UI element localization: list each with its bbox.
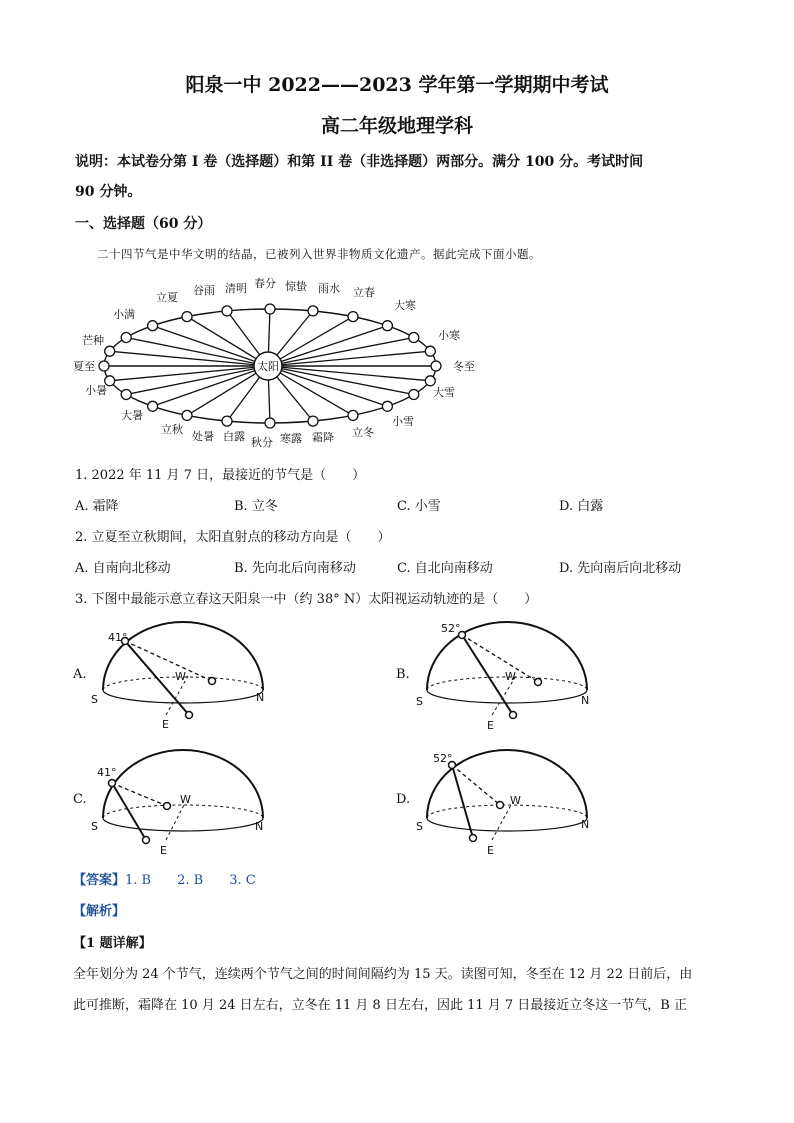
answer-text: 1. B 2. B 3. C — [125, 873, 256, 888]
term-dot — [265, 418, 275, 428]
fig-d-east: E — [487, 844, 494, 857]
detail-1-line2: 此可推断，霜降在 10 月 24 日左右，立冬在 11 月 8 日左右，因此 11 月 7 日最接近立冬这一节气，B 正 — [73, 998, 687, 1013]
question-1-option-b[interactable]: B. 立冬 — [234, 499, 278, 514]
fig-b-north: N — [581, 694, 590, 707]
term-dot — [409, 390, 419, 400]
term-label-bailu: 白露 — [223, 430, 245, 443]
term-dot — [222, 416, 232, 426]
question-1-option-a[interactable]: A. 霜降 — [75, 499, 119, 514]
page-title: 阳泉一中 2022——2023 学年第一学期期中考试 — [185, 74, 609, 96]
fig-d-west: W — [510, 794, 521, 807]
question-3-option-b[interactable]: B. — [396, 667, 410, 682]
exam-notice-line1: 说明：本试卷分第 I 卷（选择题）和第 II 卷（非选择题）两部分。满分 100 分。考试时间 — [75, 154, 644, 170]
term-label-shuangjiang: 霜降 — [312, 431, 334, 444]
fig-b-angle: 52° — [441, 622, 461, 635]
detail-1-line1: 全年划分为 24 个节气，连续两个节气之间的时间间隔约为 15 天。读图可知，冬至在 12 月 22 日前后，由 — [73, 967, 693, 982]
question-3-stem: 3. 下图中最能示意立春这天阳泉一中（约 38° N）太阳视运动轨迹的是（ ） — [75, 592, 538, 607]
solar-terms-diagram — [70, 270, 490, 455]
fig-a-east: E — [162, 718, 169, 731]
term-label-lixia: 立夏 — [156, 291, 178, 304]
term-spoke — [110, 366, 268, 381]
fig-a-south: S — [91, 693, 98, 706]
term-dot — [182, 410, 192, 420]
term-label-xiaohan: 小寒 — [438, 329, 460, 342]
question-3-option-a[interactable]: A. — [73, 667, 87, 682]
fig-c-east: E — [160, 844, 167, 857]
detail-1-label: 【1 题详解】 — [73, 936, 152, 951]
question-2-option-a[interactable]: A. 自南向北移动 — [75, 561, 171, 576]
term-label-mangzhong: 芒种 — [82, 334, 104, 347]
term-dot — [409, 333, 419, 343]
term-label-lidong: 立冬 — [352, 426, 374, 439]
analysis-label: 【解析】 — [73, 904, 126, 919]
term-label-qiufen: 秋分 — [251, 436, 273, 449]
term-dot — [382, 321, 392, 331]
fig-a-north: N — [256, 691, 265, 704]
fig-d-angle: 52° — [433, 752, 453, 765]
answer-line — [73, 869, 256, 888]
question-1-stem: 1. 2022 年 11 月 7 日，最接近的节气是（ ） — [75, 468, 366, 483]
fig-b-east: E — [487, 719, 494, 732]
term-dot — [348, 312, 358, 322]
term-dot — [308, 306, 318, 316]
term-dot — [425, 346, 435, 356]
term-spoke — [268, 351, 430, 366]
term-dot — [431, 361, 441, 371]
term-label-xiaoshu: 小暑 — [85, 384, 107, 397]
question-1-option-d[interactable]: D. 白露 — [559, 499, 604, 514]
question-intro: 二十四节气是中华文明的结晶，已被列入世界非物质文化遗产。据此完成下面小题。 — [97, 247, 541, 261]
section-heading: 一、选择题（60 分） — [75, 216, 212, 232]
term-label-chunfen: 春分 — [254, 277, 276, 290]
fig-b-west: W — [505, 670, 516, 683]
term-label-yushui: 雨水 — [318, 282, 340, 295]
term-dot — [265, 304, 275, 314]
fig-c-south: S — [91, 820, 98, 833]
answer-label: 【答案】 — [73, 873, 126, 888]
sun-path-figure-a — [88, 618, 278, 733]
fig-c-north: N — [255, 820, 264, 833]
page-subtitle: 高二年级地理学科 — [320, 115, 473, 137]
fig-d-north: N — [581, 818, 590, 831]
term-dot — [99, 361, 109, 371]
term-label-jingzhe: 惊蛰 — [285, 280, 307, 293]
term-dot — [222, 306, 232, 316]
term-dot — [105, 346, 115, 356]
fig-d-south: S — [416, 820, 423, 833]
term-label-dahan: 大寒 — [394, 299, 416, 312]
question-2-option-b[interactable]: B. 先向北后向南移动 — [234, 561, 356, 576]
fig-a-angle: 41° — [108, 631, 128, 644]
term-dot — [148, 401, 158, 411]
question-3-option-c[interactable]: C. — [73, 792, 87, 807]
fig-b-south: S — [416, 695, 423, 708]
term-dot — [182, 312, 192, 322]
term-dot — [382, 401, 392, 411]
question-3-option-d[interactable]: D. — [396, 792, 411, 807]
term-label-liqiu: 立秋 — [161, 423, 183, 436]
sun-path-figure-d — [412, 743, 602, 858]
term-label-chushu: 处暑 — [192, 430, 214, 443]
term-dot — [425, 376, 435, 386]
term-dot — [121, 333, 131, 343]
term-label-xiaoxue: 小雪 — [392, 415, 414, 428]
exam-notice-line2: 90 分钟。 — [75, 184, 142, 200]
term-dot — [148, 321, 158, 331]
fig-a-west: W — [175, 670, 186, 683]
term-label-xiazhi: 夏至 — [73, 360, 95, 373]
question-1-option-c[interactable]: C. 小雪 — [397, 499, 441, 514]
term-label-hanlu: 寒露 — [280, 432, 302, 445]
question-2-option-c[interactable]: C. 自北向南移动 — [397, 561, 493, 576]
term-label-xiaoman: 小满 — [113, 308, 135, 321]
term-dot — [348, 410, 358, 420]
term-dot — [121, 390, 131, 400]
term-label-lichun: 立春 — [353, 286, 375, 299]
term-spoke — [268, 366, 430, 381]
term-label-daxue: 大雪 — [433, 386, 455, 399]
fig-c-angle: 41° — [97, 766, 117, 779]
question-2-option-d[interactable]: D. 先向南后向北移动 — [559, 561, 682, 576]
term-label-qingming: 清明 — [225, 282, 247, 295]
term-label-guyu: 谷雨 — [193, 284, 215, 297]
term-label-dashu: 大暑 — [121, 409, 143, 422]
term-label-dongzhi: 冬至 — [453, 360, 475, 373]
term-dot — [308, 416, 318, 426]
question-2-stem: 2. 立夏至立秋期间，太阳直射点的移动方向是（ ） — [75, 530, 391, 545]
fig-c-west: W — [180, 793, 191, 806]
sun-label: 太阳 — [257, 360, 279, 373]
term-spoke — [110, 351, 268, 366]
sun-path-figure-b — [412, 618, 602, 733]
sun-path-figure-c — [88, 743, 278, 858]
